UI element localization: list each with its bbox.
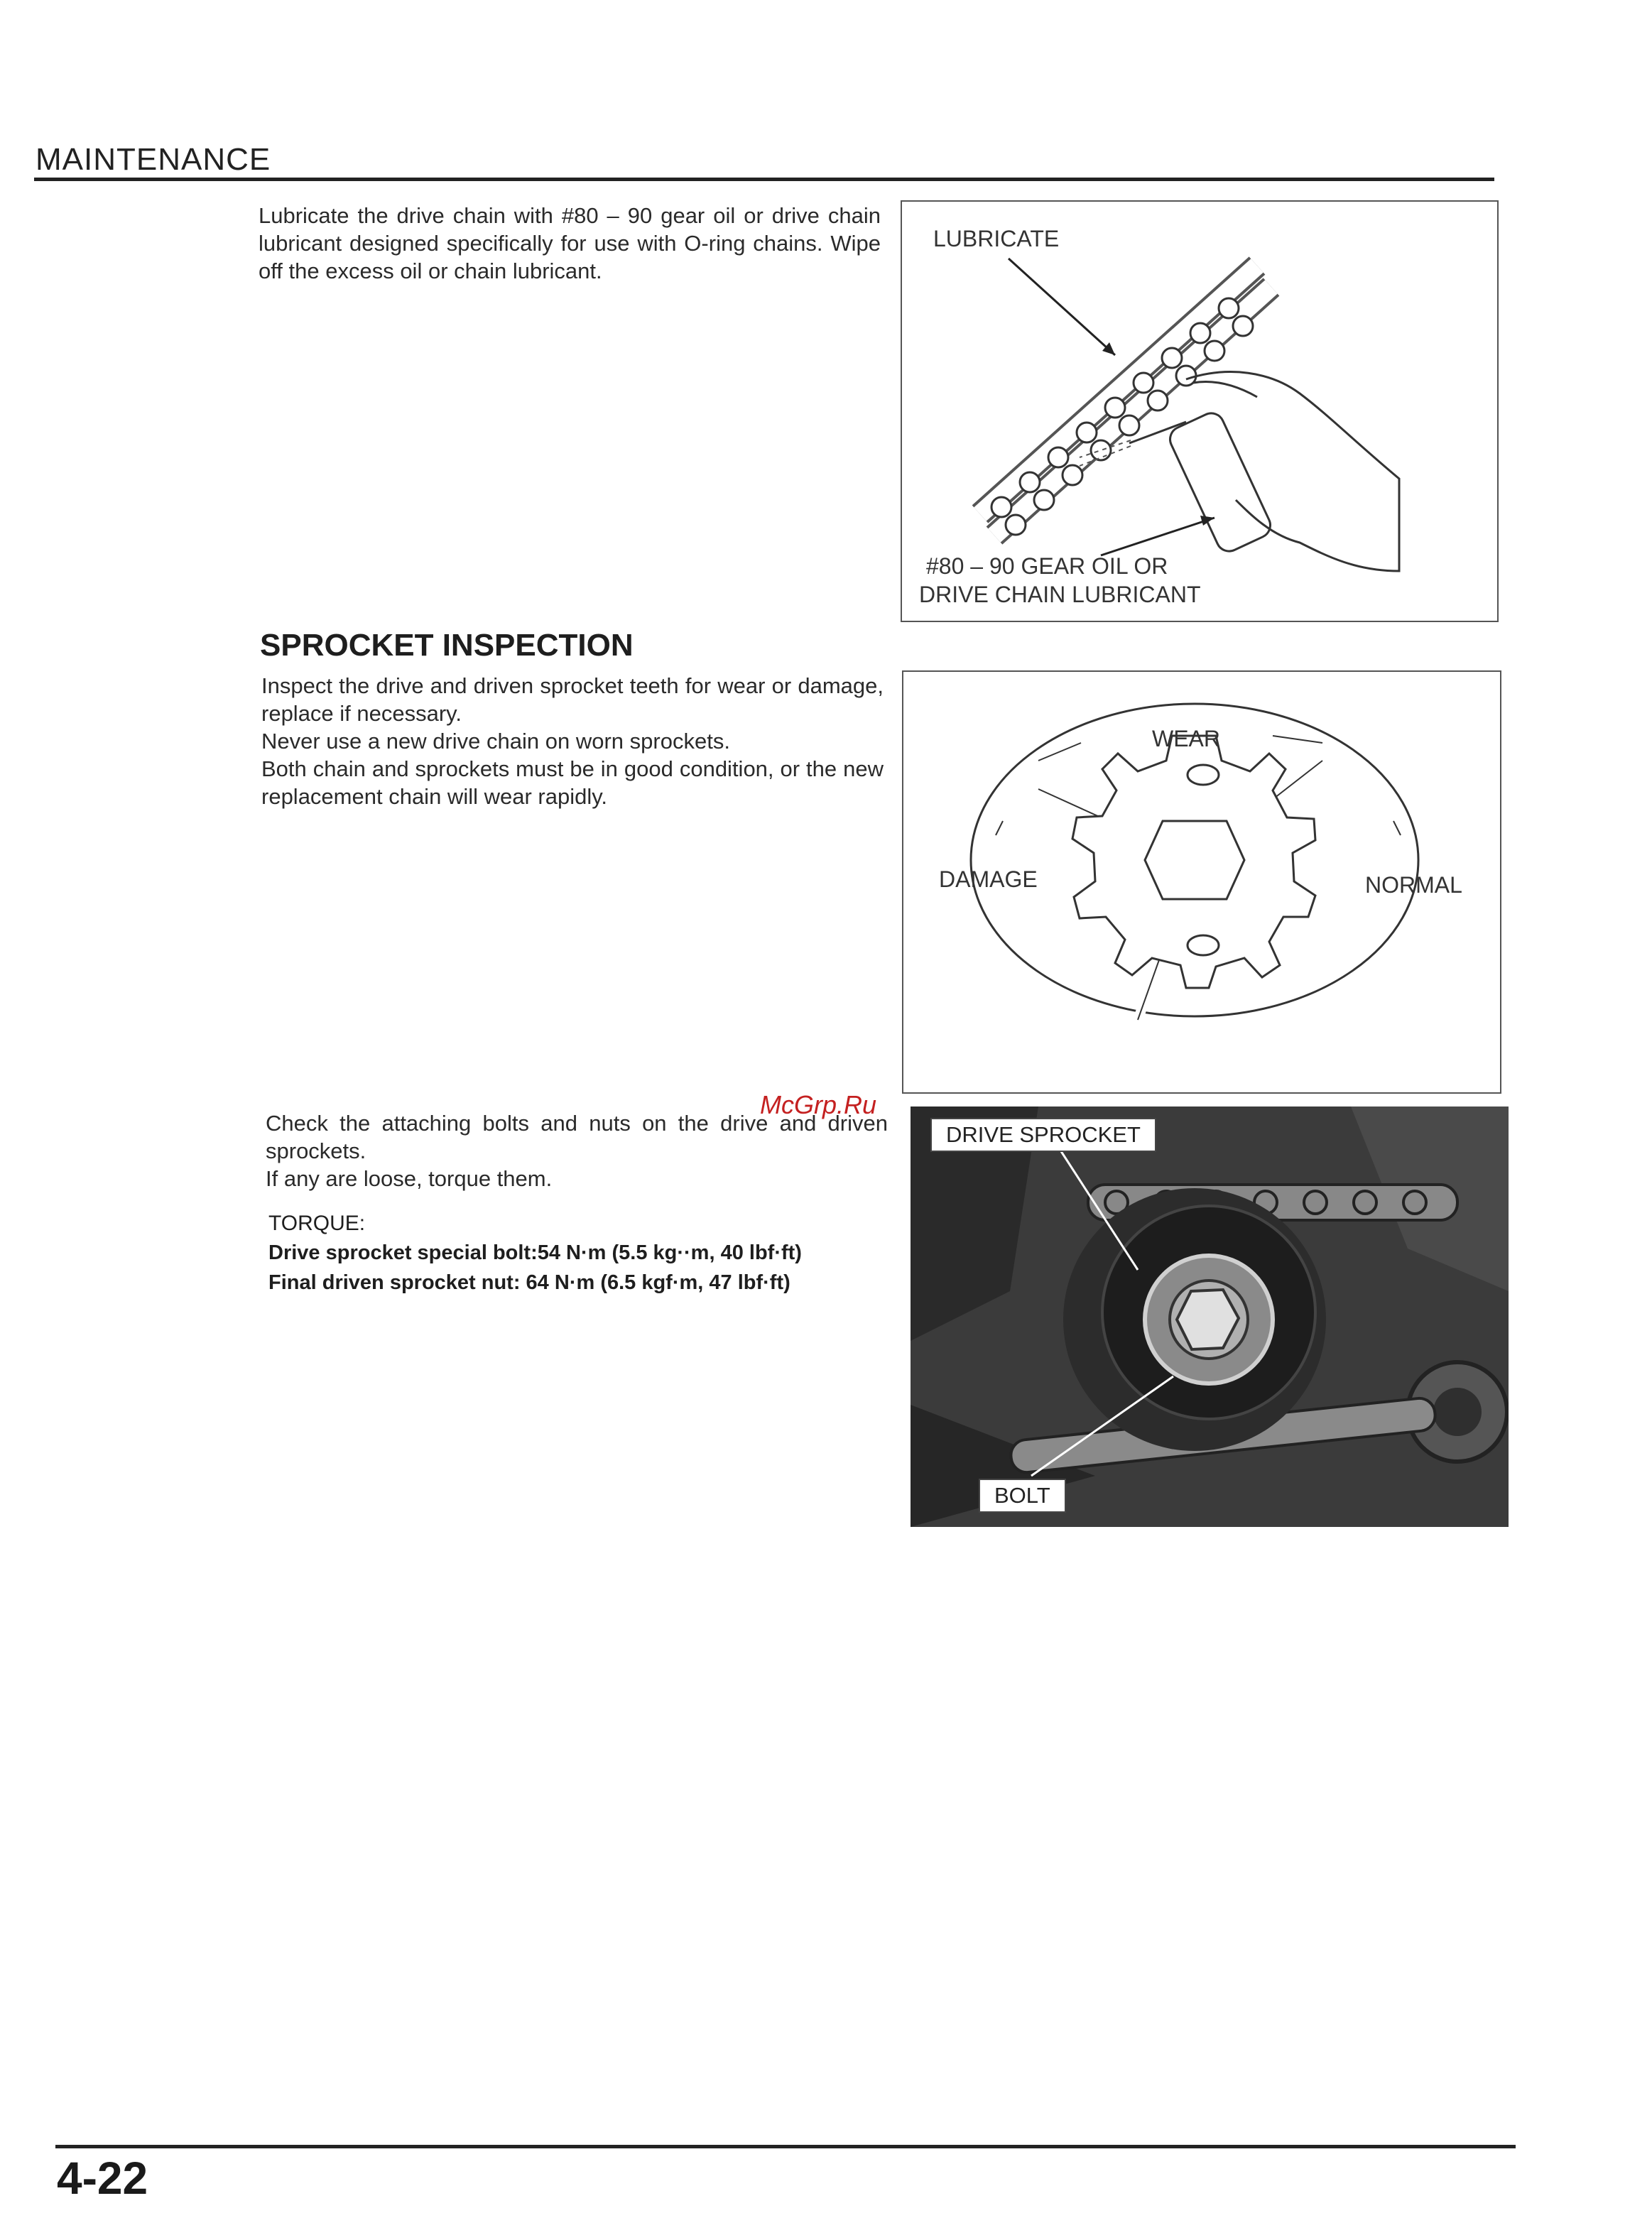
label-wear: WEAR: [1152, 726, 1220, 751]
label-bolt: BOLT: [979, 1479, 1066, 1513]
label-oil-line1: #80 – 90 GEAR OIL OR: [926, 553, 1168, 579]
torque-driven-sprocket: Final driven sprocket nut: 64 N·m (6.5 kgf·m, 47 lbf·ft): [268, 1271, 790, 1294]
label-oil-line2: DRIVE CHAIN LUBRICANT: [919, 582, 1201, 607]
label-drive-sprocket: DRIVE SPROCKET: [930, 1118, 1156, 1152]
sprocket-inspection-heading: SPROCKET INSPECTION: [260, 628, 634, 663]
section-title: MAINTENANCE: [36, 142, 271, 177]
bolts-text-1: Check the attaching bolts and nuts on the drive and driven sprockets.: [266, 1111, 888, 1163]
sprocket-inspection-text-1: Inspect the drive and driven sprocket teeth for wear or damage, replace if necessary.: [261, 673, 884, 726]
sprocket-inspection-text-2: Never use a new drive chain on worn sprockets.: [261, 729, 730, 754]
sprocket-figure: [902, 670, 1501, 1094]
label-normal: NORMAL: [1365, 872, 1462, 898]
torque-label: TORQUE:: [268, 1212, 366, 1235]
drive-sprocket-photo: [911, 1106, 1509, 1527]
header-rule: [34, 178, 1494, 181]
watermark: McGrp.Ru: [760, 1090, 877, 1119]
label-lubricate: LUBRICATE: [933, 226, 1060, 251]
sprocket-inspection-text-3: Both chain and sprockets must be in good condition, or the new replacement chain will wear rapidly.: [261, 756, 884, 809]
lubrication-text: Lubricate the drive chain with #80 – 90 gear oil or drive chain lubricant designed specifically for use with O-ring chains. Wipe off the excess oil or chain lubricant.: [259, 203, 881, 283]
torque-drive-sprocket: Drive sprocket special bolt:54 N·m (5.5 kg··m, 40 lbf·ft): [268, 1241, 802, 1264]
footer-rule: [55, 2145, 1516, 2148]
lubrication-figure: [901, 200, 1499, 622]
page-number: 4-22: [57, 2153, 148, 2204]
bolts-text-2: If any are loose, torque them.: [266, 1166, 553, 1191]
label-damage: DAMAGE: [939, 866, 1038, 892]
drive-sprocket-photo-drawing: [911, 1106, 1509, 1527]
